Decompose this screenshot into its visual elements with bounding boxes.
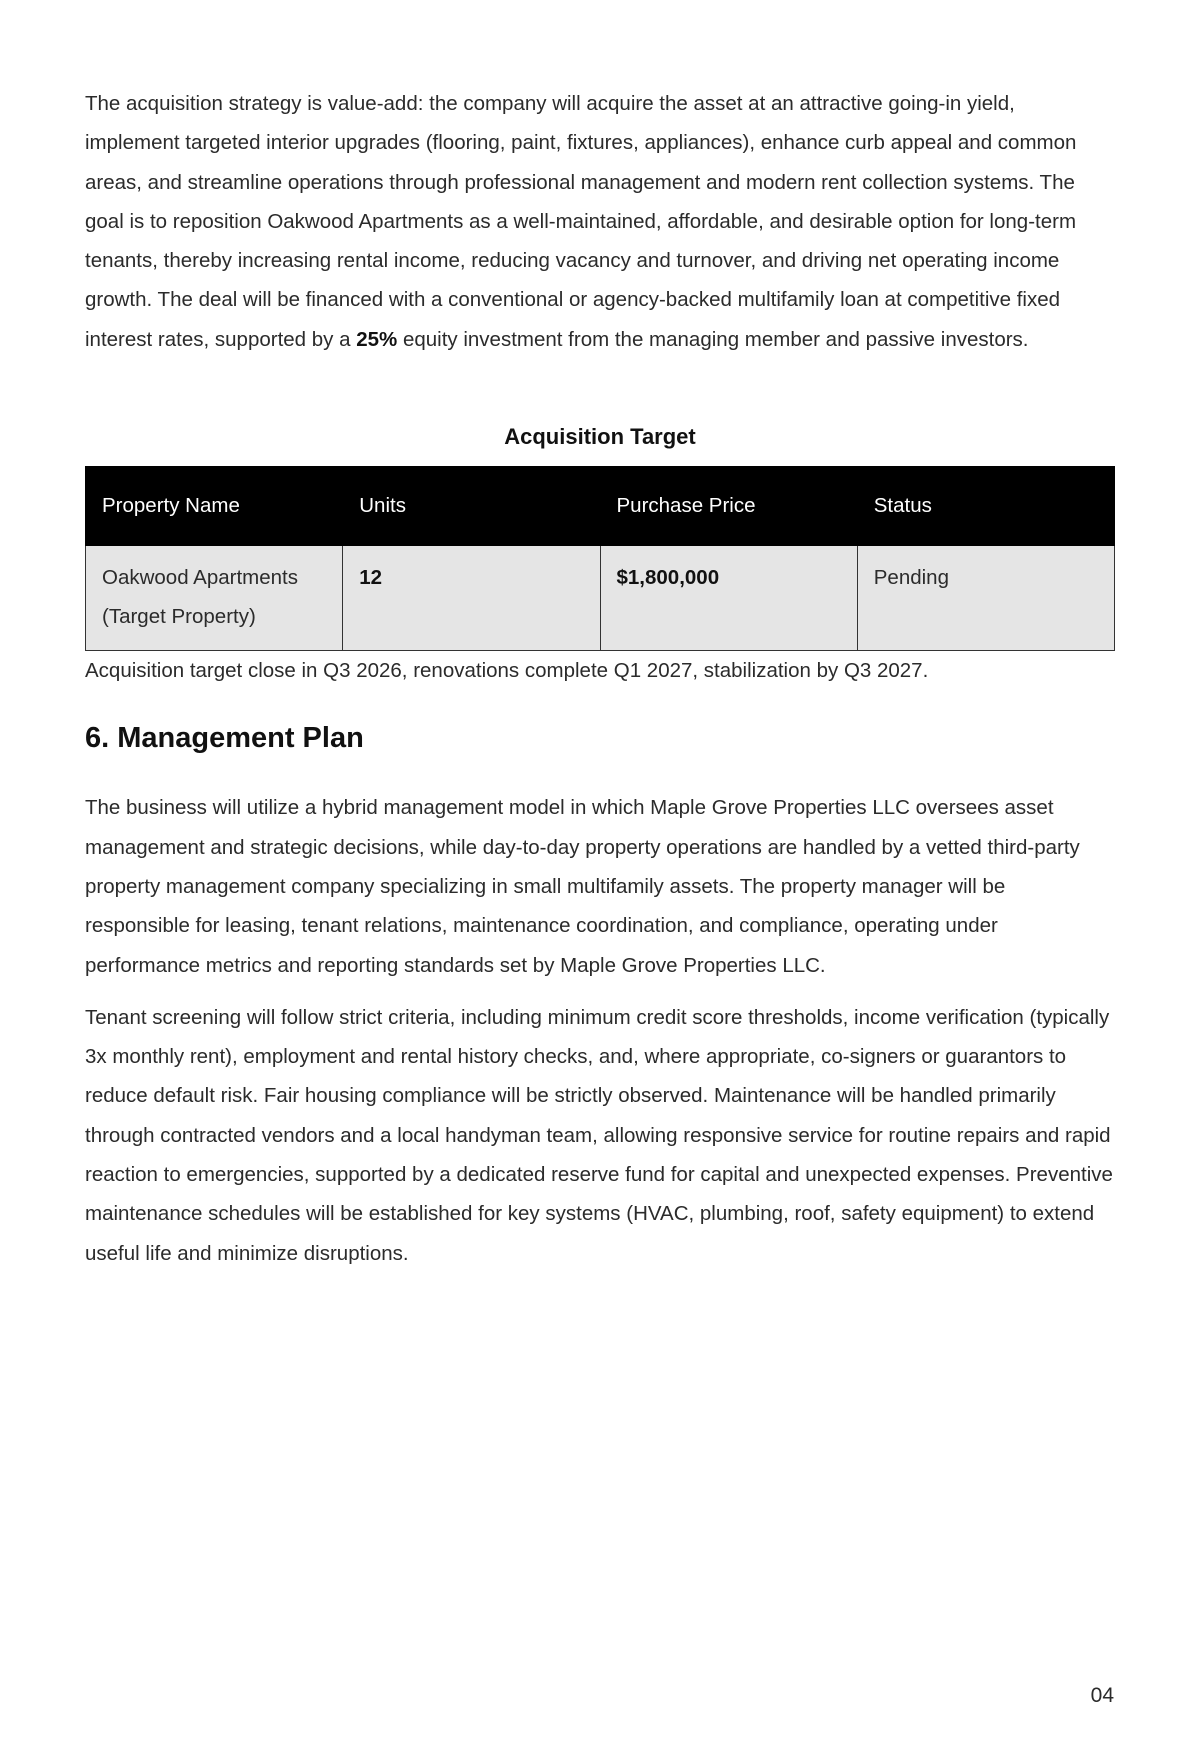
table-header-row <box>86 467 1115 546</box>
header-status: Status <box>857 467 1114 546</box>
cell-property-name: Oakwood Apartments (Target Property) <box>86 546 343 651</box>
acquisition-target-table <box>85 466 1115 651</box>
header-property-name: Property Name <box>86 467 343 546</box>
header-units: Units <box>343 467 600 546</box>
cell-status: Pending <box>857 546 1114 651</box>
cell-purchase-price: $1,800,000 <box>600 546 857 651</box>
cell-units: 12 <box>343 546 600 651</box>
document-page <box>85 84 1115 1273</box>
intro-text-part2: equity investment from the managing member and passive investors. <box>397 327 1029 351</box>
management-paragraph-1: The business will utilize a hybrid management model in which Maple Grove Properties LLC oversees asset management and strategic decisions, while day-to-day property operations are handled by a vetted third-party property management company specializing in small multifamily assets. The property manager will be responsible for leasing, tenant relations, maintenance coordination, and compliance, operating under performance metrics and reporting standards set by Maple Grove Properties LLC. <box>85 796 1080 977</box>
management-paragraph-2: Tenant screening will follow strict criteria, including minimum credit score thresholds, income verification (typically 3x monthly rent), employment and rental history checks, and, where appropriate, co-signers or guarantors to reduce default risk. Fair housing compliance will be strictly observed. Maintenance will be handled primarily through contracted vendors and a local handyman team, allowing responsive service for routine repairs and rapid reaction to emergencies, supported by a dedicated reserve fund for capital and unexpected expenses. Preventive maintenance schedules will be established for key systems (HVAC, plumbing, roof, safety equipment) to extend useful life and minimize disruptions. <box>85 1005 1113 1265</box>
intro-text-part1: The acquisition strategy is value-add: the company will acquire the asset at an attractive going-in yield, implement targeted interior upgrades (flooring, paint, fixtures, appliances), enhance curb appeal and common areas, and streamline operations through professional management and modern rent collection systems. The goal is to reposition Oakwood Apartments as a well-maintained, affordable, and desirable option for long-term tenants, thereby increasing rental income, reducing vacancy and turnover, and driving net operating income growth. The deal will be financed with a conventional or agency-backed multifamily loan at competitive fixed interest rates, supported by a <box>85 92 1077 351</box>
header-purchase-price: Purchase Price <box>600 467 857 546</box>
table-title: Acquisition Target <box>504 424 696 450</box>
section-heading: 6. Management Plan <box>85 722 364 755</box>
page-number: 04 <box>1090 1684 1114 1707</box>
equity-percent: 25% <box>356 327 398 351</box>
table-row <box>86 546 1115 651</box>
timeline-note: Acquisition target close in Q3 2026, renovations complete Q1 2027, stabilization by Q3 2027. <box>85 659 929 683</box>
intro-paragraph <box>85 84 1115 359</box>
